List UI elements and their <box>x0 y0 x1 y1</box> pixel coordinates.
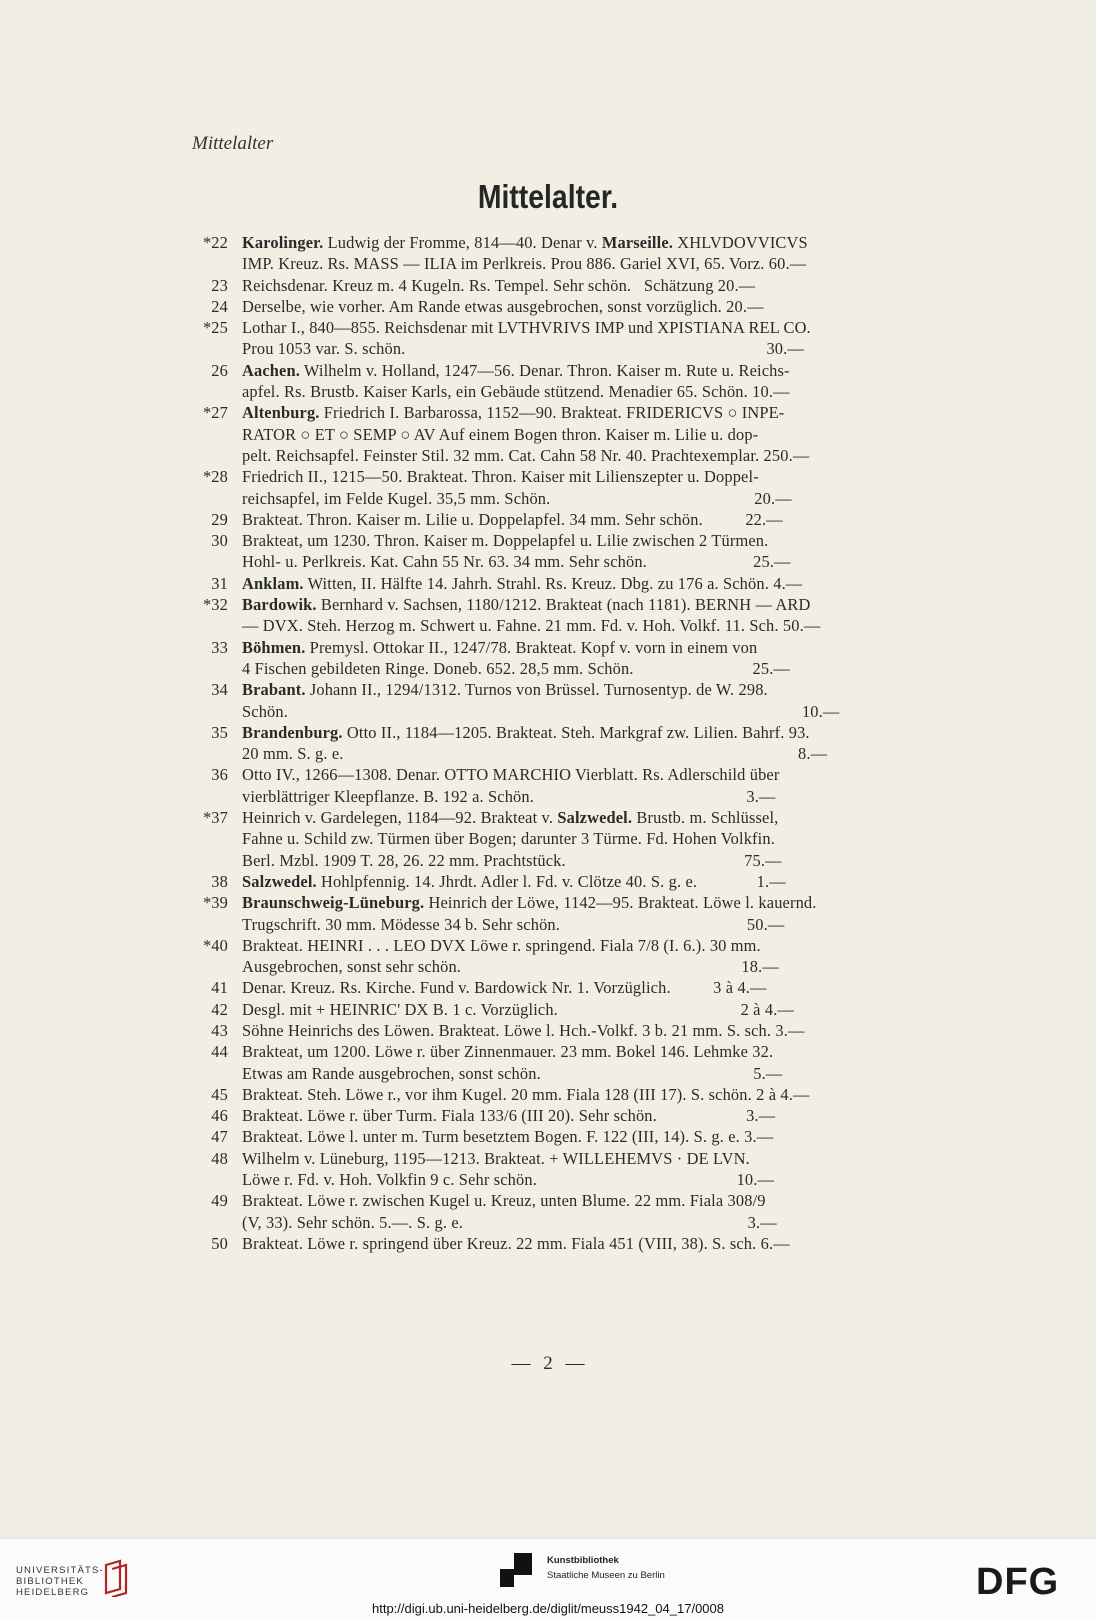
catalog-entry <box>185 1084 960 1105</box>
entry-line <box>242 658 960 679</box>
entry-segment: Hohlpfennig. 14. Jhrdt. Adler l. Fd. v. Clötze 40. S. g. e. 1.— <box>316 871 786 891</box>
page-number: — 2 — <box>511 1353 585 1374</box>
lot-number: 35 <box>211 722 228 742</box>
entry-text <box>242 360 960 403</box>
kb-name: Kunstbibliothek <box>547 1555 619 1566</box>
entry-segment: Prou 1053 var. S. schön. 30.— <box>242 339 804 359</box>
entry-text <box>242 892 960 935</box>
entry-text <box>242 807 960 871</box>
entry-line <box>242 1148 960 1169</box>
entry-text <box>242 466 960 509</box>
entry-line <box>242 1233 960 1254</box>
entry-segment: Brakteat. Löwe l. unter m. Turm besetztem Bogen. F. 122 (III, 14). S. g. e. 3.— <box>242 1127 774 1147</box>
catalog-entry <box>185 594 960 637</box>
entry-text <box>242 764 960 807</box>
entry-segment: Brustb. m. Schlüssel, <box>632 808 779 828</box>
lot-number: 45 <box>211 1084 228 1104</box>
entry-segment: reichsapfel, im Felde Kugel. 35,5 mm. Schön. 20.— <box>242 488 792 508</box>
entry-segment: Heinrich v. Gardelegen, 1184—92. Brakteat v. <box>242 808 558 828</box>
entry-line <box>242 1020 960 1041</box>
entry-heading: Braunschweig-Lüneburg. <box>242 893 425 913</box>
entry-segment: apfel. Rs. Brustb. Kaiser Karls, ein Gebäude stützend. Menadier 65. Schön. 10.— <box>242 382 790 402</box>
entry-heading: Altenburg. <box>242 403 320 423</box>
kunstbibliothek-logo-text[interactable] <box>547 1553 665 1583</box>
catalog-entry <box>185 722 960 765</box>
catalog-entry <box>185 999 960 1020</box>
entry-text <box>242 594 960 637</box>
entry-segment: Heinrich der Löwe, 1142—95. Brakteat. Löwe l. kauernd. <box>424 893 817 913</box>
catalog-entry <box>185 1020 960 1041</box>
entry-segment: Witten, II. Hälfte 14. Jahrh. Strahl. Rs. Kreuz. Dbg. zu 176 a. Schön. 4.— <box>303 573 803 593</box>
lot-number: *32 <box>202 595 228 615</box>
catalog-entry <box>185 871 960 892</box>
lot-number: 47 <box>211 1127 228 1147</box>
footer-bar <box>0 1538 1096 1619</box>
entry-line <box>242 551 960 572</box>
entry-heading: Salzwedel. <box>242 871 317 891</box>
lot-number: 31 <box>211 573 228 593</box>
lot-number: 23 <box>211 275 228 295</box>
entry-line <box>242 466 960 487</box>
catalog-entry <box>185 509 960 530</box>
entry-line <box>242 828 960 849</box>
entry-text <box>242 1126 960 1147</box>
lot-number: *39 <box>202 893 228 913</box>
catalog-entry <box>185 637 960 680</box>
lot-number: 29 <box>211 509 228 529</box>
entry-text <box>242 530 960 573</box>
lot-number: 26 <box>211 360 228 380</box>
lot-number: 43 <box>211 1020 228 1040</box>
entry-text <box>242 637 960 680</box>
catalog-entry <box>185 317 960 360</box>
page-title: Mittelalter. <box>477 178 619 215</box>
entry-text <box>242 232 960 275</box>
catalog-entry <box>185 466 960 509</box>
lot-number: 46 <box>211 1106 228 1126</box>
ub-line-1: UNIVERSITÄTS- <box>16 1565 104 1576</box>
entry-text <box>242 679 960 722</box>
entry-segment: Brakteat. Thron. Kaiser m. Lilie u. Doppelapfel. 34 mm. Sehr schön. 22.— <box>242 509 783 529</box>
entry-line <box>242 1190 960 1211</box>
entry-segment: Otto IV., 1266—1308. Denar. OTTO MARCHIO Vierblatt. Rs. Adlerschild über <box>242 765 780 785</box>
catalog-entry <box>185 275 960 296</box>
entry-line <box>242 679 960 700</box>
entry-line <box>242 892 960 913</box>
lot-number: 36 <box>211 765 228 785</box>
catalog-entry <box>185 1190 960 1233</box>
entry-segment: 20 mm. S. g. e. 8.— <box>242 744 828 764</box>
entry-line <box>242 722 960 743</box>
entry-line <box>242 977 960 998</box>
entry-text <box>242 935 960 978</box>
entry-text <box>242 722 960 765</box>
entry-segment: Löwe r. Fd. v. Hoh. Volkfin 9 c. Sehr schön. 10.— <box>242 1170 775 1190</box>
entry-line <box>242 445 960 466</box>
entry-segment: Brakteat. Löwe r. springend über Kreuz. 22 mm. Fiala 451 (VIII, 38). S. sch. 6.— <box>242 1233 790 1253</box>
ub-line-2: BIBLIOTHEK <box>16 1576 84 1587</box>
catalog-entry <box>185 1126 960 1147</box>
entry-segment: Etwas am Rande ausgebrochen, sonst schön. 5.— <box>242 1063 783 1083</box>
entry-segment: IMP. Kreuz. Rs. MASS — ILIA im Perlkreis. Prou 886. Gariel XVI, 65. Vorz. 60.— <box>242 254 807 274</box>
entry-line <box>242 594 960 615</box>
entry-line <box>242 871 960 892</box>
entry-text <box>242 999 960 1020</box>
entry-segment: Friedrich I. Barbarossa, 1152—90. Brakteat. FRIDERICVS ○ INPE- <box>319 403 785 423</box>
entry-line <box>242 850 960 871</box>
catalog-entry <box>185 679 960 722</box>
entry-segment: (V, 33). Sehr schön. 5.—. S. g. e. 3.— <box>242 1212 777 1232</box>
entry-text <box>242 573 960 594</box>
entry-segment: Schön. 10.— <box>242 701 840 721</box>
entry-text <box>242 509 960 530</box>
lot-number: 42 <box>211 999 228 1019</box>
lot-number: *40 <box>202 935 228 955</box>
entry-heading: Marseille. <box>601 233 674 252</box>
entry-segment: Premysl. Ottokar II., 1247/78. Brakteat. Kopf v. vorn in einem von <box>305 637 758 657</box>
entry-segment: Ausgebrochen, sonst sehr schön. 18.— <box>242 957 779 977</box>
entry-text <box>242 317 960 360</box>
entry-segment: Desgl. mit + HEINRIC' DX B. 1 c. Vorzüglich. 2 à 4.— <box>242 999 794 1019</box>
entry-segment: Bernhard v. Sachsen, 1180/1212. Brakteat (nach 1181). BERNH — ARD <box>316 595 811 615</box>
entry-line <box>242 935 960 956</box>
entry-line <box>242 573 960 594</box>
entry-segment: Ludwig der Fromme, 814—40. Denar v. <box>323 233 602 252</box>
running-head: Mittelalter <box>192 133 274 154</box>
entry-line <box>242 956 960 977</box>
entry-line <box>242 1084 960 1105</box>
entry-line <box>242 1212 960 1233</box>
lot-number: 49 <box>211 1191 228 1211</box>
entry-heading: Anklam. <box>242 573 304 593</box>
entry-line <box>242 402 960 423</box>
entry-line <box>242 530 960 551</box>
catalog-entries <box>185 232 960 1254</box>
entry-segment: pelt. Reichsapfel. Feinster Stil. 32 mm. Cat. Cahn 58 Nr. 40. Prachtexemplar. 250.— <box>242 445 810 465</box>
entry-text <box>242 275 960 296</box>
lot-number: 38 <box>211 871 228 891</box>
lot-number: *22 <box>202 233 228 252</box>
entry-segment: Wilhelm v. Holland, 1247—56. Denar. Thron. Kaiser m. Rute u. Reichs- <box>299 360 790 380</box>
entry-line <box>242 381 960 402</box>
catalog-entry <box>185 935 960 978</box>
entry-heading: Brandenburg. <box>242 722 343 742</box>
kb-subtitle: Staatliche Museen zu Berlin <box>547 1570 665 1581</box>
entry-segment: Denar. Kreuz. Rs. Kirche. Fund v. Bardowick Nr. 1. Vorzüglich. 3 à 4.— <box>242 978 767 998</box>
entry-heading: Aachen. <box>242 360 300 380</box>
catalog-entry <box>185 977 960 998</box>
entry-segment: Brakteat. Löwe r. über Turm. Fiala 133/6 (III 20). Sehr schön. 3.— <box>242 1106 776 1126</box>
entry-line <box>242 232 960 253</box>
ub-heidelberg-logo-icon <box>102 1559 130 1597</box>
entry-line <box>242 275 960 296</box>
entry-heading: Brabant. <box>242 680 306 700</box>
entry-text <box>242 1233 960 1254</box>
entry-line <box>242 360 960 381</box>
entry-segment: Berl. Mzbl. 1909 T. 28, 26. 22 mm. Prachtstück. 75.— <box>242 850 782 870</box>
entry-line <box>242 424 960 445</box>
entry-text <box>242 1105 960 1126</box>
entry-segment: Wilhelm v. Lüneburg, 1195—1213. Brakteat. + WILLEHEMVS · DE LVN. <box>242 1148 750 1168</box>
entry-line <box>242 1063 960 1084</box>
catalog-entry <box>185 573 960 594</box>
entry-line <box>242 615 960 636</box>
entry-text <box>242 871 960 892</box>
entry-segment: vierblättriger Kleepflanze. B. 192 a. Schön. 3.— <box>242 786 776 806</box>
entry-line <box>242 488 960 509</box>
permalink-url[interactable]: http://digi.ub.uni-heidelberg.de/diglit/meuss1942_04_17/0008 <box>372 1601 724 1616</box>
lot-number: *37 <box>202 808 228 828</box>
entry-segment: Brakteat. HEINRI . . . LEO DVX Löwe r. springend. Fiala 7/8 (I. 6.). 30 mm. <box>242 935 761 955</box>
catalog-entry <box>185 1233 960 1254</box>
entry-segment: Fahne u. Schild zw. Türmen über Bogen; darunter 3 Türme. Fd. Hohen Volkfin. <box>242 829 775 849</box>
entry-line <box>242 786 960 807</box>
entry-segment: XHLVDOVVICVS <box>673 233 808 252</box>
entry-text <box>242 1084 960 1105</box>
entry-line <box>242 317 960 338</box>
entry-text <box>242 1041 960 1084</box>
entry-line <box>242 914 960 935</box>
catalog-entry <box>185 892 960 935</box>
ub-line-3: HEIDELBERG <box>16 1587 90 1598</box>
lot-number: *25 <box>202 318 228 338</box>
lot-number: 34 <box>211 680 228 700</box>
entry-segment: Friedrich II., 1215—50. Brakteat. Thron. Kaiser mit Lilienszepter u. Doppel- <box>242 467 759 487</box>
entry-line <box>242 637 960 658</box>
entry-text <box>242 296 960 317</box>
entry-text <box>242 402 960 466</box>
entry-heading: Bardowik. <box>242 595 317 615</box>
entry-line <box>242 1126 960 1147</box>
ub-heidelberg-logo-text[interactable] <box>16 1565 104 1598</box>
entry-segment: RATOR ○ ET ○ SEMP ○ AV Auf einem Bogen thron. Kaiser m. Lilie u. dop- <box>242 424 759 444</box>
entry-line <box>242 1169 960 1190</box>
entry-segment: 4 Fischen gebildeten Ringe. Doneb. 652. 28,5 mm. Schön. 25.— <box>242 658 790 678</box>
entry-segment: Brakteat. Steh. Löwe r., vor ihm Kugel. 20 mm. Fiala 128 (III 17). S. schön. 2 à 4.— <box>242 1084 810 1104</box>
entry-line <box>242 999 960 1020</box>
entry-line <box>242 807 960 828</box>
entry-segment: Hohl- u. Perlkreis. Kat. Cahn 55 Nr. 63. 34 mm. Sehr schön. 25.— <box>242 552 791 572</box>
dfg-logo[interactable]: DFG <box>976 1561 1060 1603</box>
catalog-entry <box>185 530 960 573</box>
entry-segment: Johann II., 1294/1312. Turnos von Brüssel. Turnosentyp. de W. 298. <box>305 680 768 700</box>
catalog-entry <box>185 360 960 403</box>
entry-line <box>242 509 960 530</box>
entry-heading: Böhmen. <box>242 637 306 657</box>
catalog-entry <box>185 296 960 317</box>
lot-number: 24 <box>211 296 228 316</box>
catalog-entry <box>185 764 960 807</box>
entry-heading: Karolinger. <box>242 233 324 252</box>
entry-heading: Salzwedel. <box>557 808 633 828</box>
lot-number: *28 <box>202 467 228 487</box>
catalog-entry <box>185 232 960 275</box>
entry-line <box>242 296 960 317</box>
kunstbibliothek-logo-icon <box>500 1553 536 1587</box>
entry-segment: Lothar I., 840—855. Reichsdenar mit LVTHVRIVS IMP und XPISTIANA REL CO. <box>242 318 811 338</box>
entry-segment: Trugschrift. 30 mm. Mödesse 34 b. Sehr schön. 50.— <box>242 914 785 934</box>
catalog-entry <box>185 1148 960 1191</box>
entry-segment: Otto II., 1184—1205. Brakteat. Steh. Markgraf zw. Lilien. Bahrf. 93. <box>342 722 810 742</box>
lot-number: *27 <box>202 403 228 423</box>
entry-line <box>242 764 960 785</box>
entry-segment: Brakteat, um 1230. Thron. Kaiser m. Doppelapfel u. Lilie zwischen 2 Türmen. <box>242 531 769 551</box>
entry-segment: Söhne Heinrichs des Löwen. Brakteat. Löwe l. Hch.-Volkf. 3 b. 21 mm. S. sch. 3.— <box>242 1020 805 1040</box>
lot-number: 30 <box>211 531 228 551</box>
lot-number: 33 <box>211 637 228 657</box>
entry-text <box>242 1020 960 1041</box>
lot-number: 44 <box>211 1042 228 1062</box>
lot-number: 48 <box>211 1148 228 1168</box>
entry-line <box>242 1041 960 1062</box>
entry-line <box>242 338 960 359</box>
entry-segment: Brakteat, um 1200. Löwe r. über Zinnenmauer. 23 mm. Bokel 146. Lehmke 32. <box>242 1042 774 1062</box>
lot-number: 41 <box>211 978 228 998</box>
catalog-entry <box>185 402 960 466</box>
entry-line <box>242 1105 960 1126</box>
entry-line <box>242 701 960 722</box>
lot-number: 50 <box>211 1233 228 1253</box>
entry-text <box>242 1148 960 1191</box>
entry-line <box>242 253 960 274</box>
entry-text <box>242 1190 960 1233</box>
entry-segment: Derselbe, wie vorher. Am Rande etwas ausgebrochen, sonst vorzüglich. 20.— <box>242 296 764 316</box>
entry-segment: Brakteat. Löwe r. zwischen Kugel u. Kreuz, unten Blume. 22 mm. Fiala 308/9 <box>242 1191 766 1211</box>
entry-text <box>242 977 960 998</box>
catalog-entry <box>185 1041 960 1084</box>
catalog-entry <box>185 807 960 871</box>
entry-segment: Reichsdenar. Kreuz m. 4 Kugeln. Rs. Tempel. Sehr schön. Schätzung 20.— <box>242 275 756 295</box>
entry-segment: — DVX. Steh. Herzog m. Schwert u. Fahne. 21 mm. Fd. v. Hoh. Volkf. 11. Sch. 50.— <box>242 616 821 636</box>
entry-line <box>242 743 960 764</box>
catalog-entry <box>185 1105 960 1126</box>
